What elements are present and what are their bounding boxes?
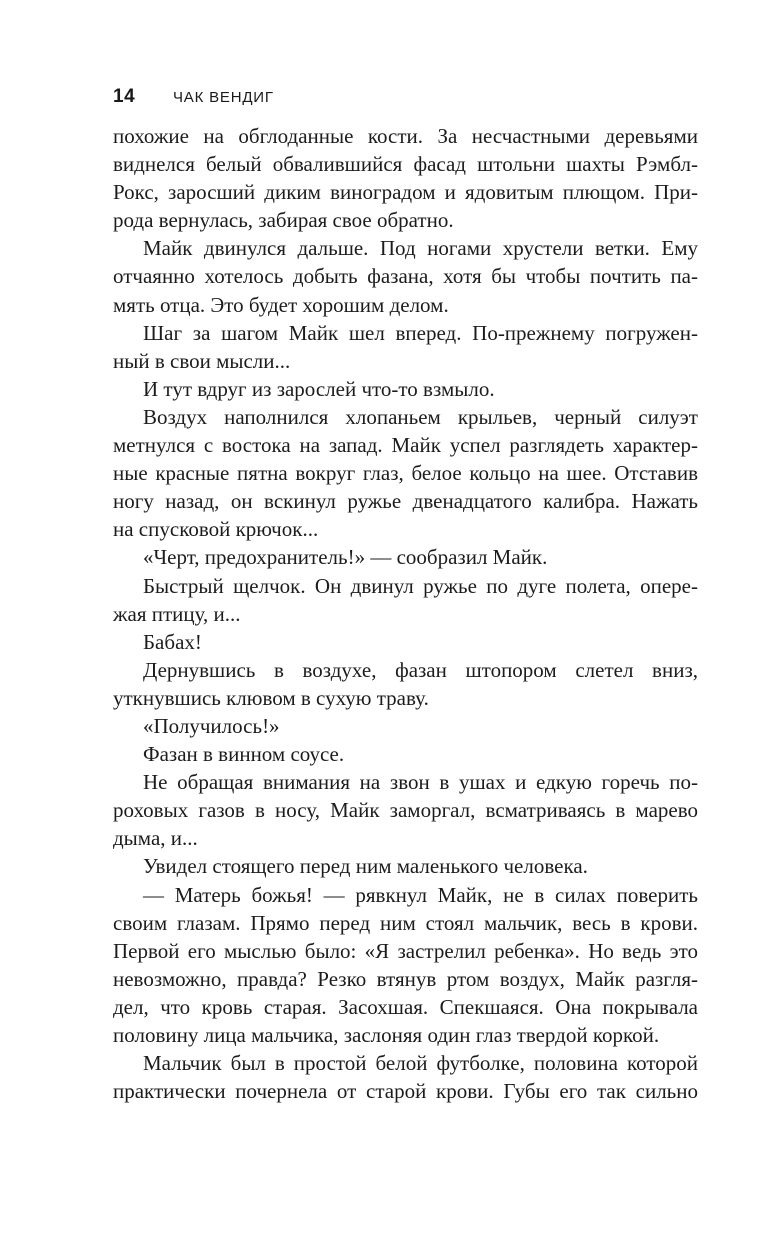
text-line: на спусковой крючок...: [113, 517, 319, 542]
text-line: Быстрый щелчок. Он двинул ружье по дуге полета, опере-: [143, 573, 698, 598]
text-line: Майк двинулся дальше. Под ногами хрустели ветки. Ему: [143, 236, 698, 261]
text-line: Первой его мыслью было: «Я застрелил ребенка». Но ведь это: [113, 938, 698, 963]
text-line: — Матерь божья! — рявкнул Майк, не в силах поверить: [143, 882, 698, 907]
text-line: дел, что кровь старая. Засохшая. Спекшаяся. Она покрывала: [113, 994, 698, 1019]
text-line: Шаг за шагом Майк шел вперед. По-прежнему погружен-: [143, 320, 698, 345]
text-line: Дернувшись в воздухе, фазан штопором слетел вниз,: [143, 657, 698, 682]
text-line: Бабах!: [143, 629, 202, 654]
text-line: роховых газов в носу, Майк заморгал, всматриваясь в марево: [113, 798, 698, 823]
text-line: «Получилось!»: [143, 713, 280, 738]
text-line: рода вернулась, забирая свое обратно.: [113, 208, 454, 233]
text-line: «Черт, предохранитель!» — сообразил Майк.: [143, 545, 548, 570]
text-line: жая птицу, и...: [113, 601, 241, 626]
running-title: ЧАК ВЕНДИГ: [173, 88, 274, 106]
text-line: мять отца. Это будет хорошим делом.: [113, 292, 449, 317]
text-line: дыма, и...: [113, 826, 198, 851]
text-line: метнулся с востока на запад. Майк успел разглядеть характер-: [113, 433, 698, 458]
text-line: ный в свои мысли...: [113, 348, 291, 373]
text-line: своим глазам. Прямо перед ним стоял мальчик, весь в крови.: [113, 910, 698, 935]
text-line: Мальчик был в простой белой футболке, половина которой: [143, 1051, 698, 1076]
text-line: невозможно, правда? Резко втянув ртом воздух, Майк разгля-: [113, 966, 698, 991]
text-line: ногу назад, он вскинул ружье двенадцатого калибра. Нажать: [113, 489, 698, 514]
text-line: ные красные пятна вокруг глаз, белое кольцо на шее. Отставив: [113, 461, 698, 486]
text-line: виднелся белый обвалившийся фасад штольни шахты Рэмбл-: [113, 152, 698, 177]
text-line: уткнувшись клювом в сухую траву.: [113, 685, 429, 710]
page-number: 14: [113, 86, 136, 107]
body-text: [113, 122, 698, 1105]
text-line: Воздух наполнился хлопаньем крыльев, черный силуэт: [143, 404, 698, 429]
text-line: И тут вдруг из зарослей что-то взмыло.: [143, 376, 495, 401]
text-line: Не обращая внимания на звон в ушах и едкую горечь по-: [143, 770, 698, 795]
text-line: Рокс, заросший диким виноградом и ядовитым плющом. При-: [113, 180, 698, 205]
text-line: Увидел стоящего перед ним маленького человека.: [143, 854, 588, 879]
text-line: практически почернела от старой крови. Губы его так сильно: [113, 1079, 698, 1104]
running-head: [113, 85, 274, 109]
text-line: половину лица мальчика, заслоняя один глаз твердой коркой.: [113, 1023, 660, 1047]
text-line: похожие на обглоданные кости. За несчастными деревьями: [113, 124, 698, 148]
text-line: отчаянно хотелось добыть фазана, хотя бы чтобы почтить па-: [113, 264, 698, 289]
text-line: Фазан в винном соусе.: [143, 742, 345, 767]
